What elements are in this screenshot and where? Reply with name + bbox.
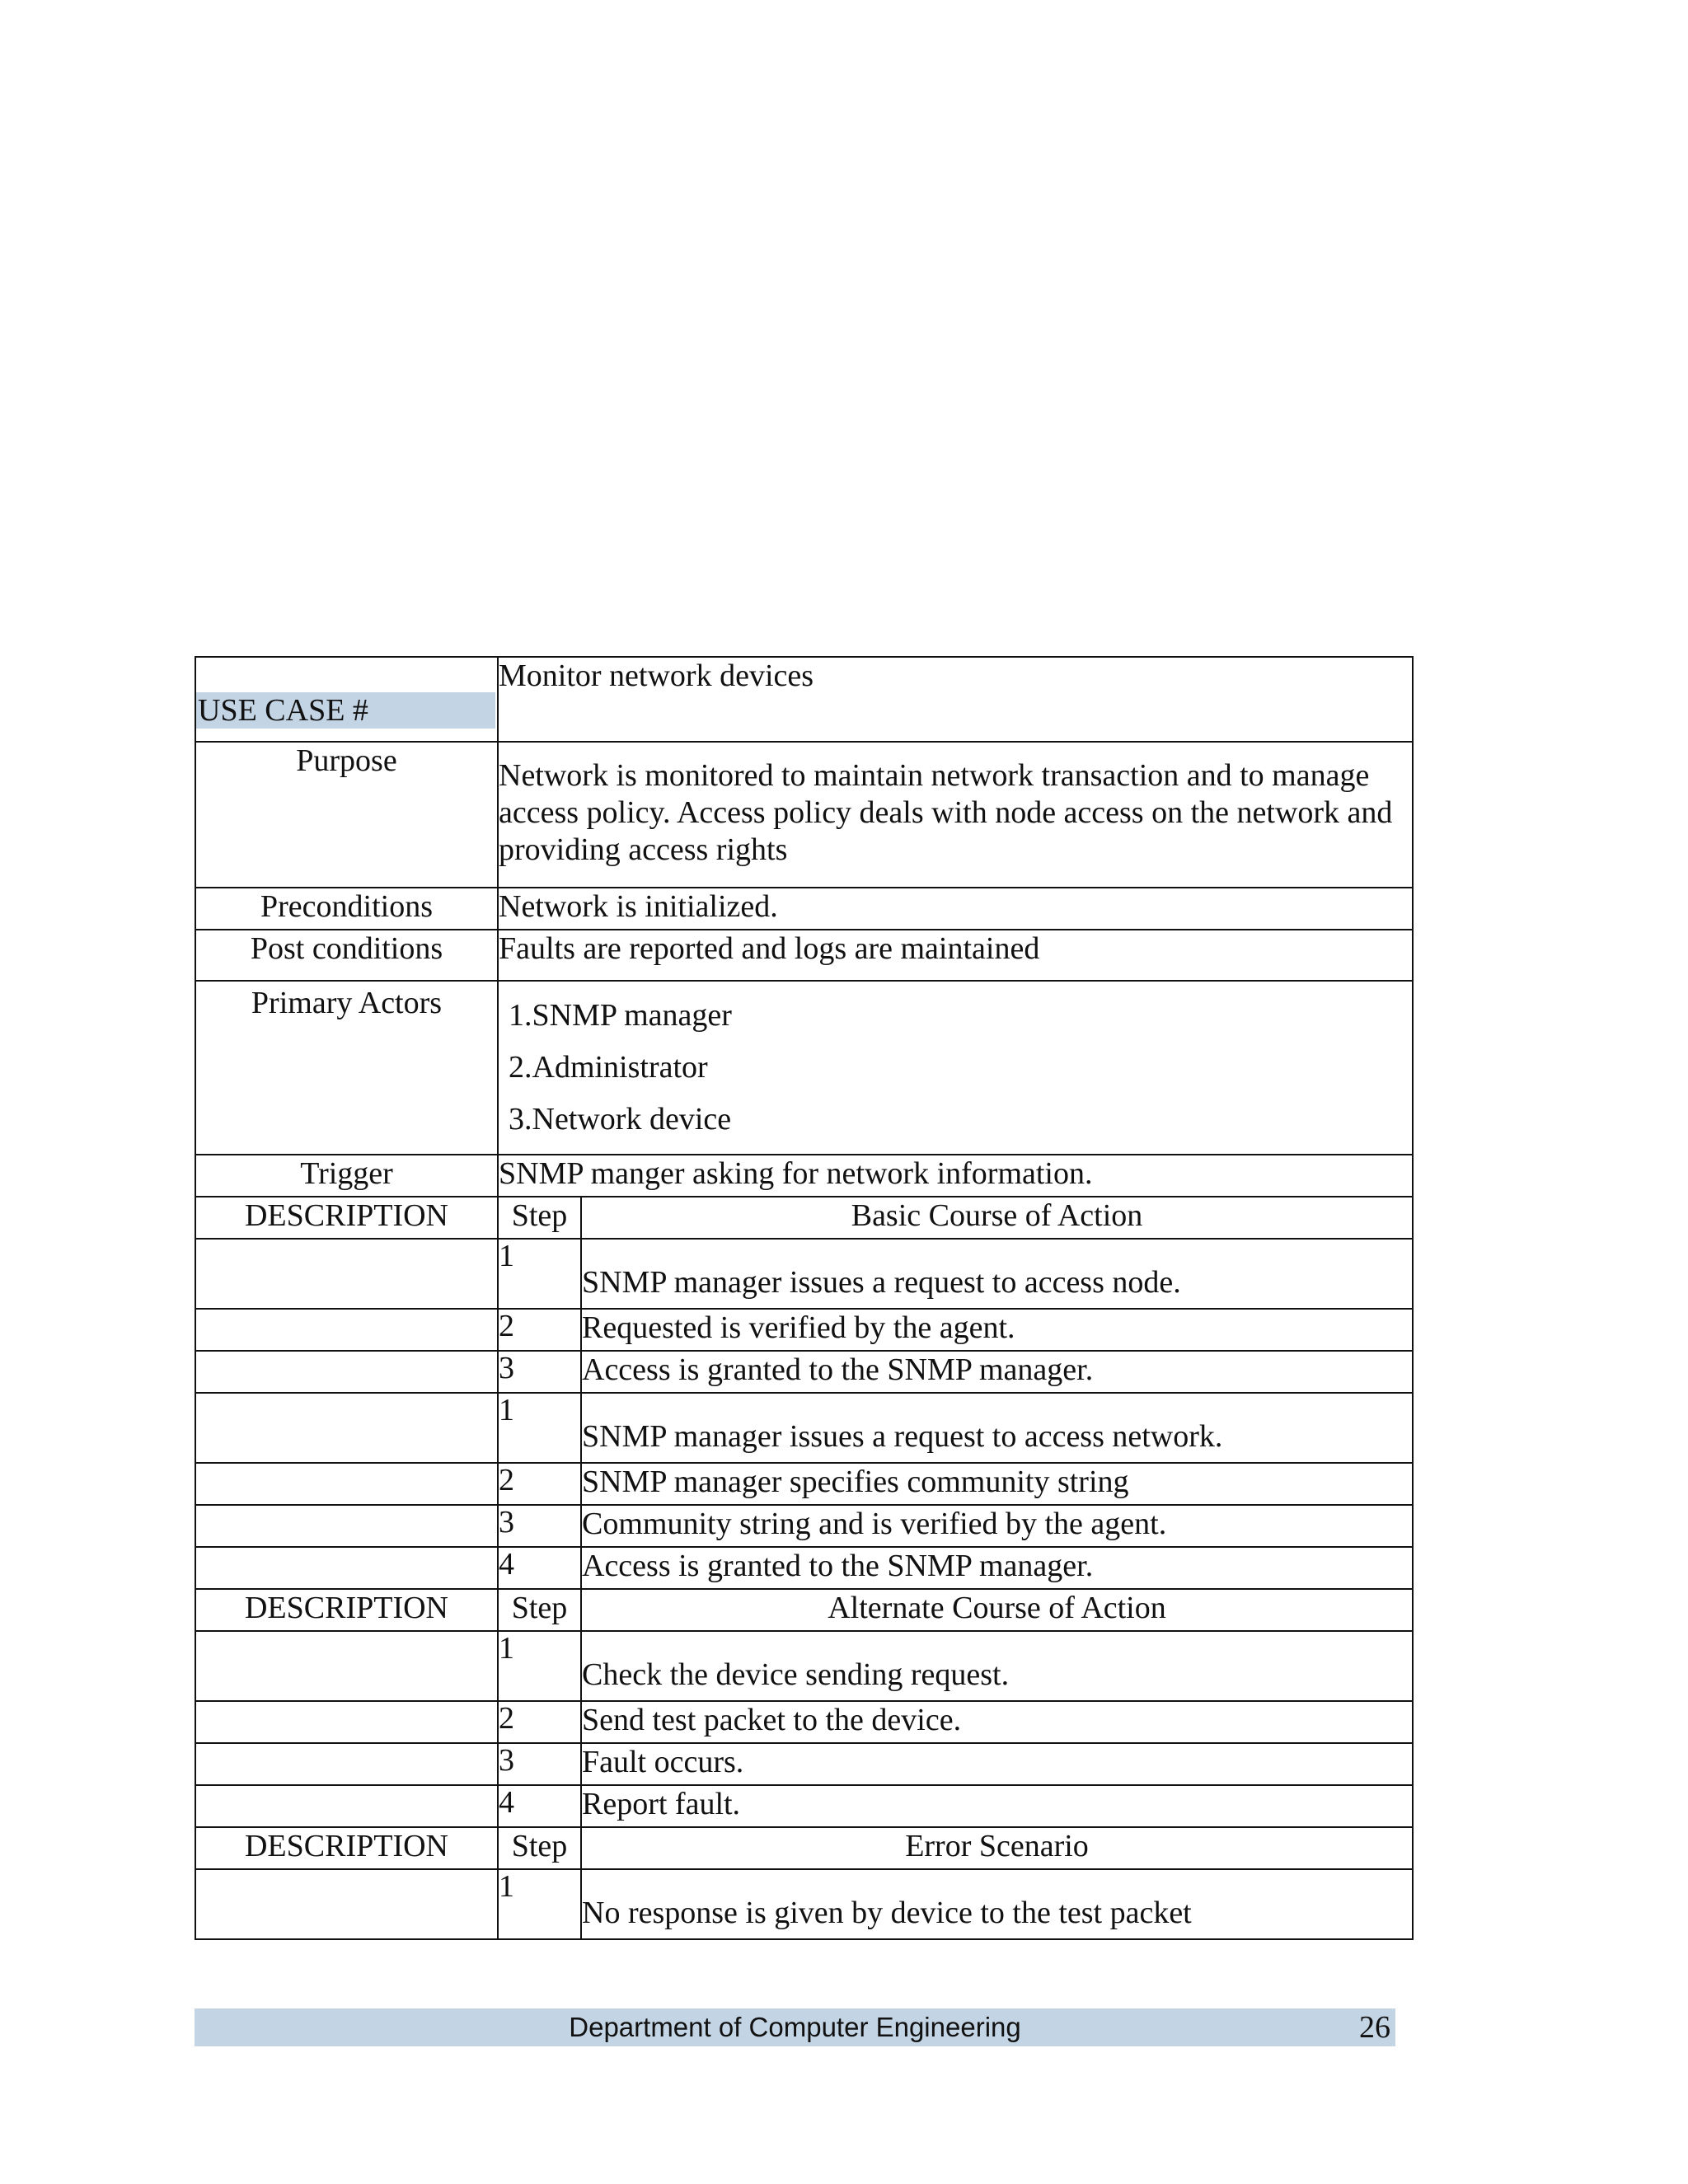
step-text: Send test packet to the device. (582, 1703, 962, 1737)
footer-department: Department of Computer Engineering (569, 2012, 1021, 2042)
step-number: 2 (499, 1701, 514, 1736)
step-number: 3 (499, 1351, 514, 1385)
trigger-label: Trigger (195, 1155, 498, 1197)
table-row (195, 1351, 1413, 1393)
step-column-header: Step (498, 1827, 581, 1869)
trigger-row (195, 1155, 1413, 1197)
primary-actors-row (195, 981, 1413, 1155)
step-text: Community string and is verified by the agent. (582, 1507, 1167, 1541)
table-row (195, 1239, 1413, 1309)
step-text: SNMP manager issues a request to access network. (582, 1419, 1223, 1454)
empty-cell (195, 1309, 498, 1351)
basic-course-header-row (195, 1197, 1413, 1239)
empty-cell (195, 1239, 498, 1309)
preconditions-row (195, 888, 1413, 930)
description-label: DESCRIPTION (195, 1827, 498, 1869)
purpose-label: Purpose (195, 742, 498, 888)
step-text: Report fault. (582, 1787, 741, 1821)
preconditions-text: Network is initialized. (498, 888, 1413, 930)
empty-cell (195, 1463, 498, 1505)
table-row (195, 1701, 1413, 1743)
empty-cell (195, 1701, 498, 1743)
alternate-course-header-row (195, 1589, 1413, 1631)
trigger-text: SNMP manger asking for network information. (498, 1155, 1413, 1197)
use-case-title-row (195, 657, 1413, 742)
purpose-text: Network is monitored to maintain network transaction and to manage access policy. Access policy deals with node access on the network and providing access rights (498, 742, 1413, 888)
table-row (195, 1309, 1413, 1351)
purpose-row (195, 742, 1413, 888)
preconditions-label: Preconditions (195, 888, 498, 930)
step-column-header: Step (498, 1589, 581, 1631)
step-number: 1 (499, 1869, 514, 1904)
empty-cell (195, 1869, 498, 1939)
step-text: Access is granted to the SNMP manager. (582, 1352, 1094, 1387)
empty-cell (195, 1547, 498, 1589)
use-case-table (195, 656, 1414, 1940)
postconditions-text: Faults are reported and logs are maintained (498, 930, 1413, 981)
step-text: Check the device sending request. (582, 1657, 1010, 1692)
step-number: 1 (499, 1239, 514, 1273)
description-label: DESCRIPTION (195, 1589, 498, 1631)
actor-item: 3.Network device (509, 1102, 732, 1137)
primary-actors-label: Primary Actors (195, 981, 498, 1155)
primary-actors-list (498, 981, 1413, 1155)
postconditions-label: Post conditions (195, 930, 498, 981)
step-text: SNMP manager issues a request to access node. (582, 1265, 1181, 1300)
empty-cell (195, 1631, 498, 1701)
basic-course-heading: Basic Course of Action (581, 1197, 1413, 1239)
table-row (195, 1463, 1413, 1505)
step-number: 3 (499, 1743, 514, 1778)
use-case-header-label: USE CASE # (196, 692, 495, 729)
description-label: DESCRIPTION (195, 1197, 498, 1239)
step-number: 4 (499, 1785, 514, 1820)
empty-cell (195, 1785, 498, 1827)
page-number: 26 (1359, 2010, 1390, 2045)
step-text: No response is given by device to the test packet (582, 1896, 1192, 1930)
postconditions-row (195, 930, 1413, 981)
step-text: Fault occurs. (582, 1745, 744, 1779)
table-row (195, 1869, 1413, 1939)
step-number: 4 (499, 1547, 514, 1582)
empty-cell (195, 1505, 498, 1547)
step-number: 2 (499, 1309, 514, 1343)
step-text: Access is granted to the SNMP manager. (582, 1549, 1094, 1583)
error-scenario-header-row (195, 1827, 1413, 1869)
empty-cell (195, 1351, 498, 1393)
table-row (195, 1785, 1413, 1827)
actor-item: 1.SNMP manager (509, 998, 732, 1033)
use-case-header-cell (195, 657, 498, 742)
step-number: 1 (499, 1393, 514, 1427)
step-column-header: Step (498, 1197, 581, 1239)
step-number: 1 (499, 1631, 514, 1666)
page-footer (195, 2008, 1395, 2046)
table-row (195, 1547, 1413, 1589)
table-row (195, 1505, 1413, 1547)
actor-item: 2.Administrator (509, 1050, 708, 1085)
table-row (195, 1743, 1413, 1785)
error-scenario-heading: Error Scenario (581, 1827, 1413, 1869)
use-case-title: Monitor network devices (498, 657, 1413, 742)
alternate-course-heading: Alternate Course of Action (581, 1589, 1413, 1631)
step-text: SNMP manager specifies community string (582, 1465, 1129, 1499)
step-number: 3 (499, 1505, 514, 1540)
table-row (195, 1393, 1413, 1463)
table-row (195, 1631, 1413, 1701)
empty-cell (195, 1393, 498, 1463)
step-text: Requested is verified by the agent. (582, 1310, 1015, 1345)
empty-cell (195, 1743, 498, 1785)
step-number: 2 (499, 1463, 514, 1497)
